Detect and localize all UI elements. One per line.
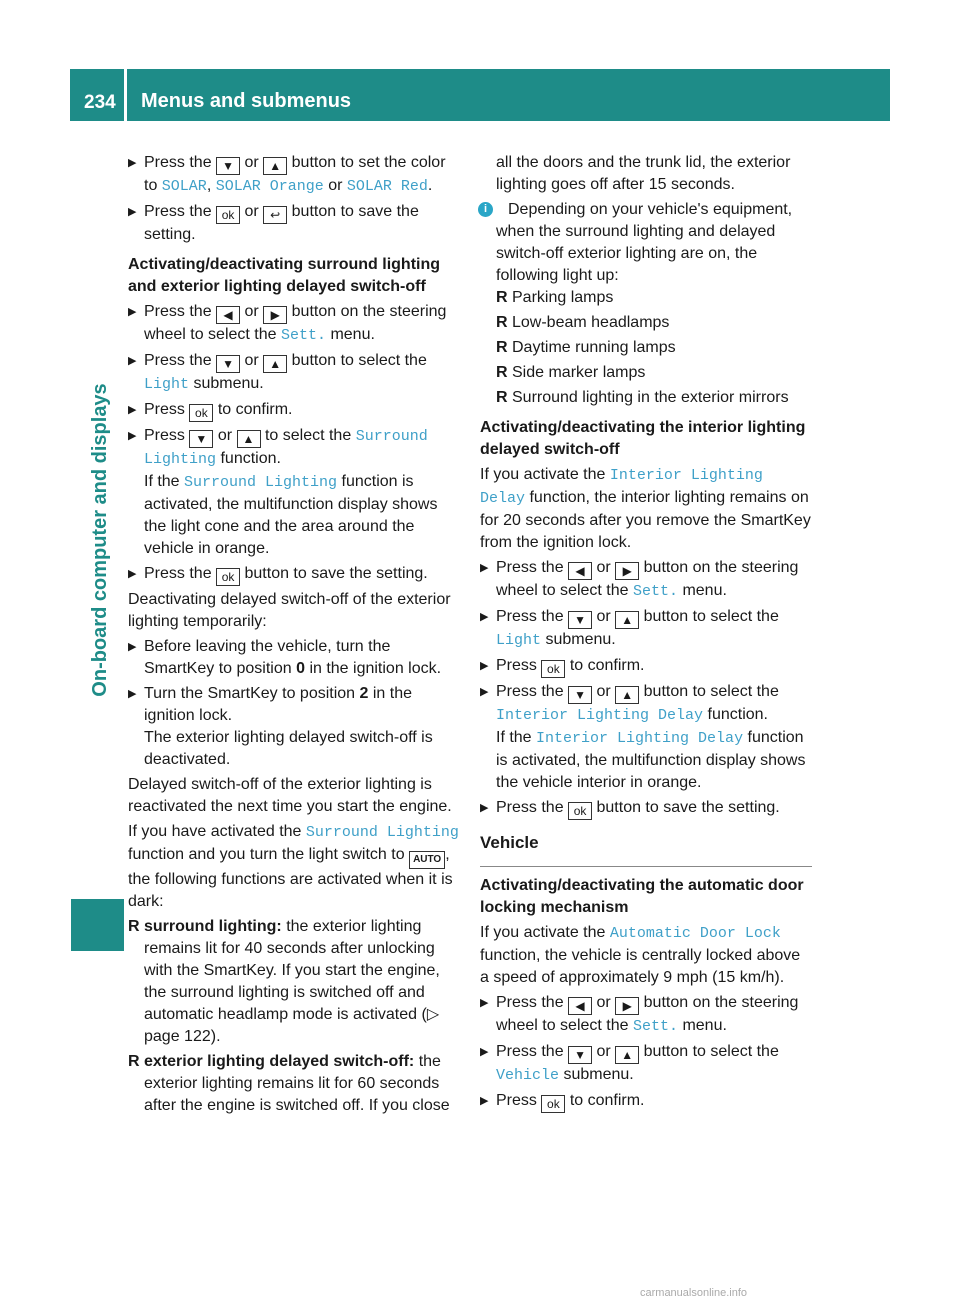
- side-tab: [86, 170, 114, 910]
- right-button-icon: ▶: [615, 562, 639, 580]
- right-button-icon: ▶: [615, 997, 639, 1015]
- ok-button-icon: ok: [189, 404, 213, 422]
- bullet-exterior-delayed: R exterior lighting delayed switch-off: the exterior lighting remains lit for 60 seconds after the engine is switched off. If you close: [128, 1053, 450, 1114]
- side-tab-label: On-board computer and displays: [89, 383, 111, 697]
- ok-button-icon: ok: [216, 206, 240, 224]
- paragraph-activated: If you have activated the Surround Lighting function and you turn the light switch to AUTO , the following functions are activated when it is dark:: [128, 823, 459, 910]
- page-title: Menus and submenus: [141, 90, 352, 112]
- up-button-icon: ▲: [615, 611, 639, 629]
- watermark: carmanualsonline.info: [640, 1287, 748, 1299]
- back-button-icon: ↩: [263, 206, 287, 224]
- list-item: R Low-beam headlamps: [496, 314, 670, 331]
- down-button-icon: ▼: [568, 1046, 592, 1064]
- list-item: R Parking lamps: [496, 289, 614, 306]
- step-set-color: ▶ Press the ▼ or ▲ button to set the color to SOLAR, SOLAR Orange or SOLAR Red.: [128, 152, 460, 198]
- info-icon: i: [478, 202, 493, 217]
- up-button-icon: ▲: [263, 157, 287, 175]
- step-save-setting: ▶ Press the ok button to save the setting.: [480, 797, 812, 820]
- ok-button-icon: ok: [541, 1095, 565, 1113]
- bullet-surround-lighting: R surround lighting: the exterior lighting remains lit for 40 seconds after unlocking with the SmartKey. If you start the engine, the surround lighting is switched off and automatic headlamp mode is activated (▷ page 122).: [128, 918, 440, 1045]
- left-button-icon: ◀: [216, 306, 240, 324]
- down-button-icon: ▼: [216, 355, 240, 373]
- step-select-vehicle: ▶ Press the ▼ or ▲ button to select the Vehicle submenu.: [480, 1041, 812, 1087]
- list-item: R Daytime running lamps: [496, 339, 676, 356]
- info-note: i Depending on your vehicle's equipment, when the surround lighting and delayed switch-off exterior lighting are on, the following light up:: [480, 199, 812, 287]
- step-confirm: ▶ Press ok to confirm.: [128, 399, 460, 422]
- list-item: R Side marker lamps: [496, 364, 646, 381]
- paragraph-door-lock: If you activate the Automatic Door Lock function, the vehicle is centrally locked above a speed of approximately 9 mph (15 km/h).: [480, 924, 801, 986]
- right-button-icon: ▶: [263, 306, 287, 324]
- step-save-setting: ▶ Press the ok button to save the setting.: [128, 563, 460, 586]
- step-confirm: ▶ Press ok to confirm.: [480, 655, 812, 678]
- left-button-icon: ◀: [568, 562, 592, 580]
- paragraph-interior-lighting: If you activate the Interior Lighting Delay function, the interior lighting remains on for 20 seconds after you remove the SmartKey from the ignition lock.: [480, 466, 811, 551]
- paragraph-reactivated: Delayed switch-off of the exterior lighting is reactivated the next time you start the engine.: [128, 776, 452, 815]
- step-select-sett: ▶ Press the ◀ or ▶ button on the steering wheel to select the Sett. menu.: [480, 557, 812, 603]
- step-confirm: ▶ Press ok to confirm.: [480, 1090, 812, 1113]
- left-button-icon: ◀: [568, 997, 592, 1015]
- ok-button-icon: ok: [216, 568, 240, 586]
- step-select-light: ▶ Press the ▼ or ▲ button to select the Light submenu.: [128, 350, 460, 396]
- step-select-light: ▶ Press the ▼ or ▲ button to select the Light submenu.: [480, 606, 812, 652]
- heading-interior-lighting: Activating/deactivating the interior lighting delayed switch-off: [480, 419, 806, 458]
- heading-door-locking: Activating/deactivating the automatic door locking mechanism: [480, 877, 804, 916]
- step-select-sett: ▶ Press the ◀ or ▶ button on the steering wheel to select the Sett. menu.: [128, 301, 460, 347]
- up-button-icon: ▲: [263, 355, 287, 373]
- down-button-icon: ▼: [189, 430, 213, 448]
- step-key-position-0: ▶ Before leaving the vehicle, turn the SmartKey to position 0 in the ignition lock.: [128, 636, 460, 680]
- ok-button-icon: ok: [541, 660, 565, 678]
- step-save-color: ▶ Press the ok or ↩ button to save the setting.: [128, 201, 460, 246]
- page-ref-icon: ▷: [426, 1006, 440, 1023]
- down-button-icon: ▼: [568, 686, 592, 704]
- auto-light-icon: AUTO: [409, 851, 445, 869]
- step-key-position-2: ▶ Turn the SmartKey to position 2 in the ignition lock. The exterior lighting delayed switch-off is deactivated.: [128, 683, 460, 771]
- ok-button-icon: ok: [568, 802, 592, 820]
- down-button-icon: ▼: [568, 611, 592, 629]
- left-column: [128, 152, 460, 1120]
- side-tab-block: [71, 899, 124, 951]
- list-item: R Surround lighting in the exterior mirrors: [496, 389, 789, 406]
- step-select-sett: ▶ Press the ◀ or ▶ button on the steering wheel to select the Sett. menu.: [480, 992, 812, 1038]
- step-select-interior-delay: ▶ Press the ▼ or ▲ button to select the Interior Lighting Delay function. If the Interior Lighting Delay function is activated, the multifunction display shows the vehicle interior in orange.: [480, 681, 812, 794]
- header-separator: [124, 69, 127, 121]
- up-button-icon: ▲: [615, 1046, 639, 1064]
- down-button-icon: ▼: [216, 157, 240, 175]
- heading-surround-lighting: Activating/deactivating surround lighting and exterior lighting delayed switch-off: [128, 256, 441, 295]
- right-column: [480, 152, 812, 1116]
- up-button-icon: ▲: [237, 430, 261, 448]
- up-button-icon: ▲: [615, 686, 639, 704]
- page-number: 234: [84, 92, 116, 113]
- step-select-surround: ▶ Press ▼ or ▲ to select the Surround Lighting function. If the Surround Lighting function is activated, the multifunction display shows the light cone and the area around the vehicle in orange.: [128, 425, 460, 560]
- section-title-vehicle: Vehicle: [480, 832, 812, 867]
- paragraph-deactivating: Deactivating delayed switch-off of the exterior lighting temporarily:: [128, 591, 451, 630]
- paragraph-continued: all the doors and the trunk lid, the exterior lighting goes off after 15 seconds.: [496, 154, 791, 193]
